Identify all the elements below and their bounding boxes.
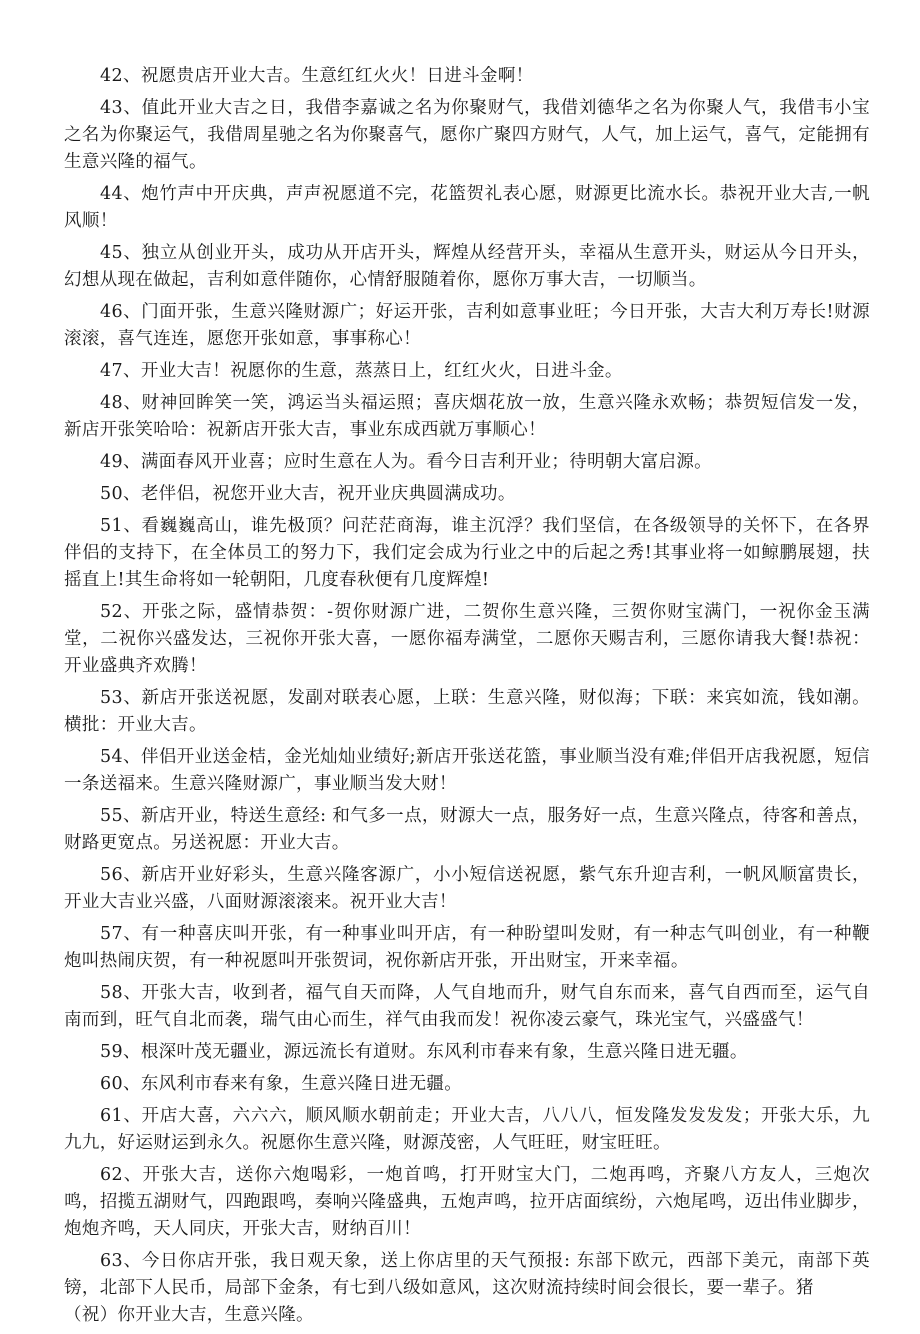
blessing-60: 60、东风利市春来有象，生意兴隆日进无疆。 (100, 1074, 463, 1094)
blessing-55: 55、新店开业，特送生意经: 和气多一点，财源大一点，服务好一点，生意兴隆点，待客和善点，财路更宽点。另送祝愿：开业大吉。 (64, 806, 870, 853)
blessing-42: 42、祝愿贵店开业大吉。生意红红火火！日进斗金啊！ (100, 66, 534, 86)
blessing-51: 51、看巍巍高山，谁先极顶？问茫茫商海，谁主沉浮？我们坚信，在各级领导的关怀下，在各界伴侣的支持下，在全体员工的努力下，我们定会成为行业之中的后起之秀!其事业将一如鲸鹏展翅，扶摇直上!其生命将如一轮朝阳，几度春秋便有几度辉煌! (64, 516, 870, 590)
blessing-49: 49、满面春风开业喜；应时生意在人为。看今日吉利开业；待明朝大富启源。 (100, 452, 713, 472)
blessing-44: 44、炮竹声中开庆典，声声祝愿道不完，花篮贺礼表心愿，财源更比流水长。恭祝开业大吉,一帆风顺！ (64, 184, 870, 231)
blessing-48: 48、财神回眸笑一笑，鸿运当头福运照；喜庆烟花放一放，生意兴隆永欢畅；恭贺短信发一发，新店开张笑哈哈：祝新店开张大吉，事业东成西就万事顺心！ (64, 393, 870, 440)
blessing-47: 47、开业大吉！祝愿你的生意，蒸蒸日上，红红火火，日进斗金。 (100, 361, 623, 381)
blessing-53: 53、新店开张送祝愿，发副对联表心愿，上联：生意兴隆，财似海；下联：来宾如流，钱如潮。横批：开业大吉。 (64, 688, 870, 735)
blessing-50: 50、老伴侣，祝您开业大吉，祝开业庆典圆满成功。 (100, 484, 516, 504)
blessing-58: 58、开张大吉，收到者，福气自天而降，人气自地而升，财气自东而来，喜气自西而至，运气自南而到，旺气自北而袭，瑞气由心而生，祥气由我而发！祝你凌云豪气，珠光宝气，兴盛盛气！ (64, 983, 870, 1030)
blessing-56: 56、新店开业好彩头，生意兴隆客源广，小小短信送祝愿，紫气东升迎吉利，一帆风顺富贵长，开业大吉业兴盛，八面财源滚滚来。祝开业大吉！ (64, 865, 870, 912)
blessing-52: 52、开张之际，盛情恭贺：-贺你财源广进，二贺你生意兴隆，三贺你财宝满门，一祝你金玉满堂，二祝你兴盛发达，三祝你开张大喜，一愿你福寿满堂，二愿你天赐吉利，三愿你请我大餐!恭祝：开业盛典齐欢腾！ (64, 602, 870, 676)
blessing-43: 43、值此开业大吉之日，我借李嘉诚之名为你聚财气，我借刘德华之名为你聚人气，我借韦小宝之名为你聚运气，我借周星驰之名为你聚喜气，愿你广聚四方财气，人气，加上运气，喜气，定能拥有生意兴隆的福气。 (64, 98, 870, 172)
blessing-54: 54、伴侣开业送金桔，金光灿灿业绩好;新店开张送花篮，事业顺当没有难;伴侣开店我祝愿，短信一条送福来。生意兴隆财源广，事业顺当发大财！ (64, 747, 870, 794)
blessing-63-closing-line: （祝）你开业大吉，生意兴隆。 (64, 1305, 314, 1325)
document-page (64, 63, 870, 1334)
blessing-57: 57、有一种喜庆叫开张，有一种事业叫开店，有一种盼望叫发财，有一种志气叫创业，有一种鞭炮叫热闹庆贺，有一种祝愿叫开张贺词，祝你新店开张，开出财宝，开来幸福。 (64, 924, 870, 971)
blessing-63: 63、今日你店开张，我日观天象，送上你店里的天气预报: 东部下欧元，西部下美元，南部下英镑，北部下人民币，局部下金条，有七到八级如意风，这次财流持续时间会很长，要一辈子。猪 (64, 1251, 870, 1298)
blessing-46: 46、门面开张，生意兴隆财源广；好运开张，吉利如意事业旺；今日开张，大吉大利万寿长!财源滚滚，喜气连连，愿您开张如意，事事称心！ (64, 302, 870, 349)
blessing-59: 59、根深叶茂无疆业，源远流长有道财。东风利市春来有象，生意兴隆日进无疆。 (100, 1042, 748, 1062)
blessing-45: 45、独立从创业开头，成功从开店开头，辉煌从经营开头，幸福从生意开头，财运从今日开头，幻想从现在做起，吉利如意伴随你，心情舒服随着你，愿你万事大吉，一切顺当。 (64, 243, 870, 290)
blessing-62: 62、开张大吉，送你六炮喝彩，一炮首鸣，打开财宝大门，二炮再鸣，齐聚八方友人，三炮次鸣，招揽五湖财气，四跑跟鸣，奏响兴隆盛典，五炮声鸣，拉开店面缤纷，六炮尾鸣，迈出伟业脚步，炮炮齐鸣，天人同庆，开张大吉，财纳百川！ (64, 1165, 870, 1239)
blessing-61: 61、开店大喜，六六六，顺风顺水朝前走；开业大吉，八八八，恒发隆发发发发；开张大乐，九九九，好运财运到永久。祝愿你生意兴隆，财源茂密，人气旺旺，财宝旺旺。 (64, 1106, 870, 1153)
